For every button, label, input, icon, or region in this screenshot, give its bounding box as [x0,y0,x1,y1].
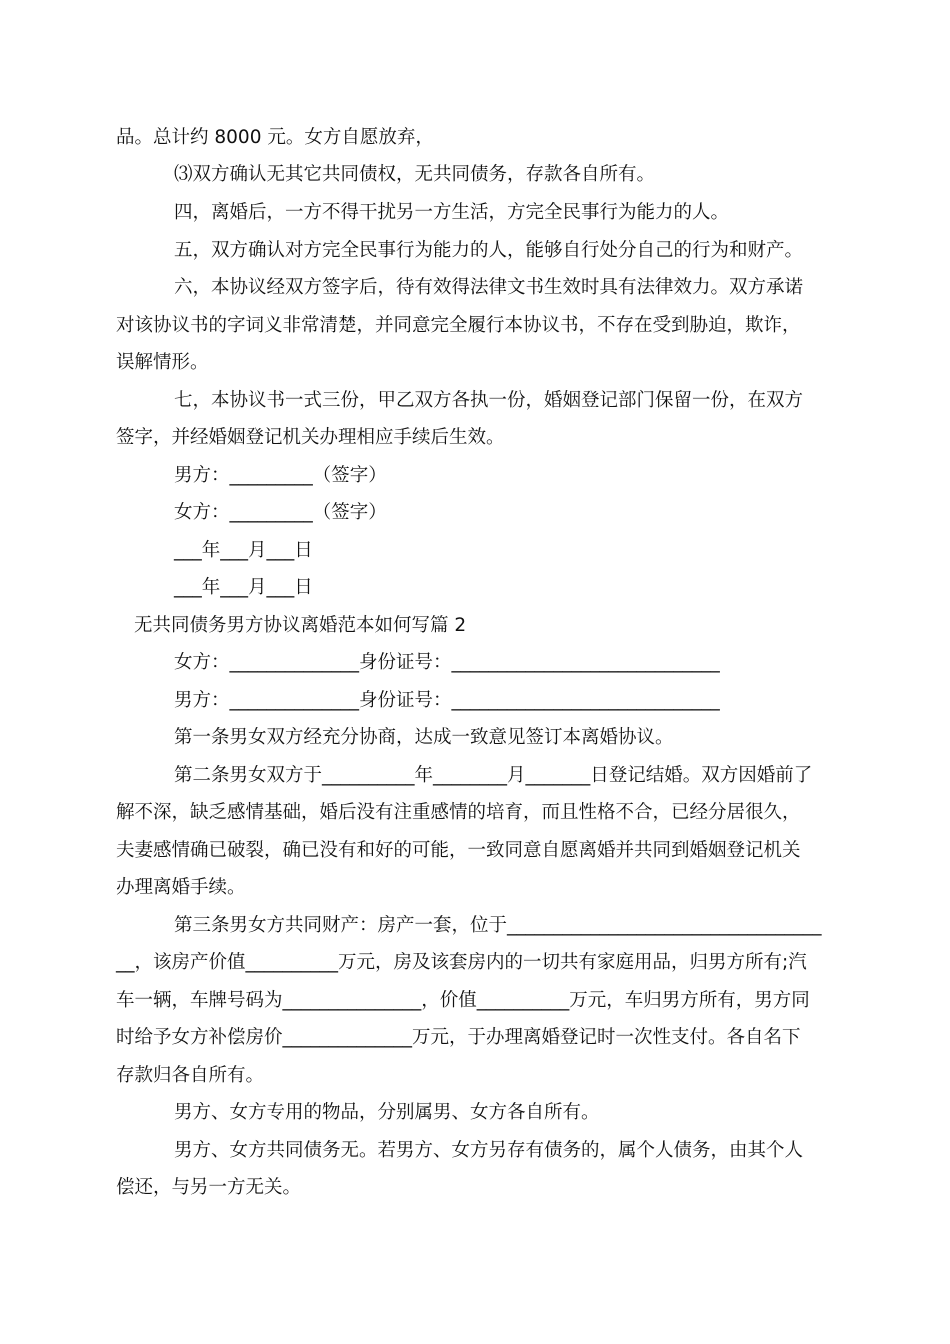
section-title: 无共同债务男方协议离婚范本如何写篇 2 [134,615,467,636]
text-line: 存款归各自所有。 [116,1065,265,1086]
text-line: 解不深，缺乏感情基础，婚后没有注重感情的培育，而且性格不合，已经分居很久， [116,802,801,823]
text-line: 五，双方确认对方完全民事行为能力的人，能够自行处分自己的行为和财产。 [174,240,804,261]
date-line: ___年___月___日 [174,577,313,598]
signature-line: 女方：_________（签字） [174,502,387,523]
text-line: 时给予女方补偿房价______________万元，于办理离婚登记时一次性支付。各自名下 [116,1027,801,1048]
text-line: 第三条男女方共同财产：房产一套，位于__________________________________ [174,915,822,936]
text-line: 男方、女方专用的物品，分别属男、女方各自所有。 [174,1102,600,1123]
signature-line: 男方：_________（签字） [174,465,387,486]
text-line: 对该协议书的字词义非常清楚，并同意完全履行本协议书，不存在受到胁迫，欺诈， [116,315,801,336]
text-line: 车一辆，车牌号码为_______________，价值__________万元，车归男方所有，男方同 [116,990,810,1011]
text-line: 品。总计约 8000 元。女方自愿放弃， [116,127,434,148]
text-line: 第二条男女双方于__________年________月_______日登记结婚。双方因婚前了 [174,765,813,786]
text-line: 六，本协议经双方签字后，待有效得法律文书生效时具有法律效力。双方承诺 [174,277,804,298]
id-line: 女方：______________身份证号：_____________________________ [174,652,720,673]
text-line: 办理离婚手续。 [116,877,246,898]
text-line: 签字，并经婚姻登记机关办理相应手续后生效。 [116,427,505,448]
id-line: 男方：______________身份证号：_____________________________ [174,690,720,711]
text-line: 第一条男女双方经充分协商，达成一致意见签订本离婚协议。 [174,727,674,748]
text-line: __，该房产价值__________万元，房及该套房内的一切共有家庭用品，归男方所有;汽 [116,952,807,973]
date-line: ___年___月___日 [174,540,313,561]
text-line: 夫妻感情确已破裂，确已没有和好的可能，一致同意自愿离婚并共同到婚姻登记机关 [116,840,801,861]
text-line: 七，本协议书一式三份，甲乙双方各执一份，婚姻登记部门保留一份，在双方 [174,390,804,411]
text-line: 男方、女方共同债务无。若男方、女方另存有债务的，属个人债务，由其个人 [174,1140,804,1161]
text-line: 误解情形。 [116,352,209,373]
text-line: 偿还，与另一方无关。 [116,1177,302,1198]
text-line: 四，离婚后，一方不得干扰另一方生活，方完全民事行为能力的人。 [174,202,730,223]
text-line: ⑶双方确认无其它共同债权，无共同债务，存款各自所有。 [174,164,656,185]
